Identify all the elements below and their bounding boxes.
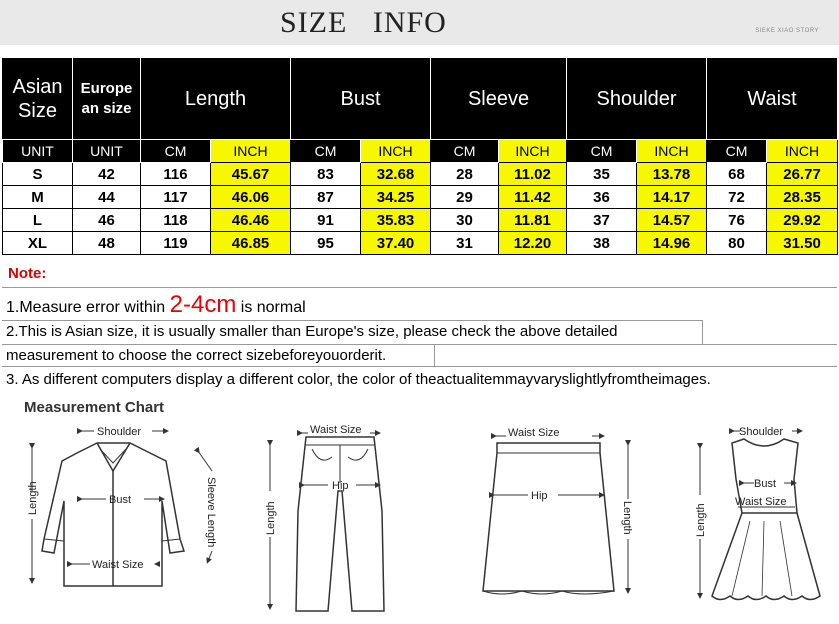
value-cell: 29 [431,186,499,209]
unit-cell: CM [291,140,361,163]
table-row [3,232,838,255]
unit-cell: UNIT [73,140,141,163]
unit-cell: INCH [499,140,567,163]
dress-shoulder-label: Shoulder [739,426,784,438]
value-cell: 95 [291,232,361,255]
value-cell: 30 [431,209,499,232]
value-cell: 118 [141,209,211,232]
value-cell: 32.68 [361,163,431,186]
value-cell: 38 [567,232,637,255]
note-1 [6,291,306,319]
value-cell: 34.25 [361,186,431,209]
value-cell: 28 [431,163,499,186]
size-cell: S [3,163,73,186]
unit-cell: CM [431,140,499,163]
divider [702,320,703,344]
note-2-continued: measurement to choose the correct sizebeforeyouorderit. [6,347,387,364]
value-cell: 68 [707,163,767,186]
value-cell: 37.40 [361,232,431,255]
unit-cell: INCH [767,140,838,163]
shirt-sleeve-label: Sleeve Length [205,477,217,548]
header-shoulder: Shoulder [567,59,707,140]
chart-title: Measurement Chart [24,399,165,416]
table-row [3,186,838,209]
note-1-highlight: 2-4cm [169,291,237,318]
header-europe-size: Europe an size [73,59,141,140]
note-1-prefix: 1.Measure error within [6,299,170,316]
dress-waist-label: Waist Size [735,496,787,508]
value-cell: 12.20 [499,232,567,255]
value-cell: 29.92 [767,209,838,232]
value-cell: 37 [567,209,637,232]
note-2: 2.This is Asian size, it is usually smaller than Europe's size, please check the above detailed [6,323,618,340]
shirt-shoulder-label: Shoulder [97,426,142,438]
value-cell: 80 [707,232,767,255]
value-cell: 11.02 [499,163,567,186]
unit-cell: CM [141,140,211,163]
value-cell: 35.83 [361,209,431,232]
garment-diagrams [2,391,837,624]
header-bust: Bust [291,59,431,140]
banner-title: SIZE INFO [280,6,447,39]
value-cell: 11.81 [499,209,567,232]
divider [2,344,837,345]
shirt-bust-label: Bust [109,494,132,506]
value-cell: 13.78 [637,163,707,186]
unit-cell: CM [567,140,637,163]
unit-cell: CM [707,140,767,163]
value-cell: 91 [291,209,361,232]
header-length: Length [141,59,291,140]
measurement-chart [2,391,837,624]
value-cell: 14.96 [637,232,707,255]
value-cell: 35 [567,163,637,186]
pants-length-label: Length [265,501,277,535]
unit-cell: UNIT [3,140,73,163]
value-cell: 36 [567,186,637,209]
value-cell: 11.42 [499,186,567,209]
value-cell: 46.46 [211,209,291,232]
header-waist: Waist [707,59,838,140]
divider [434,344,435,366]
value-cell: 72 [707,186,767,209]
note-3: 3. As different computers display a different color, the color of theactualitemmayvaryslightlyfromtheimages. [6,371,711,388]
unit-cell: INCH [637,140,707,163]
divider [2,366,837,367]
skirt-diagram [483,443,614,594]
size-cell: XL [3,232,73,255]
pants-hip-label: Hip [332,480,349,492]
shirt-length-label: Length [27,481,39,515]
value-cell: 83 [291,163,361,186]
size-cell: 48 [73,232,141,255]
note-title: Note: [8,265,47,282]
value-cell: 117 [141,186,211,209]
unit-cell: INCH [211,140,291,163]
value-cell: 28.35 [767,186,838,209]
value-cell: 14.17 [637,186,707,209]
note-1-suffix: is normal [236,299,306,316]
unit-row [3,140,838,163]
value-cell: 46.06 [211,186,291,209]
value-cell: 76 [707,209,767,232]
divider [2,320,702,321]
dress-bust-label: Bust [754,478,777,490]
size-table [2,58,838,255]
size-cell: 44 [73,186,141,209]
size-cell: L [3,209,73,232]
divider [2,287,837,288]
table-row [3,209,838,232]
table-row [3,163,838,186]
size-cell: M [3,186,73,209]
value-cell: 31.50 [767,232,838,255]
value-cell: 14.57 [637,209,707,232]
pants-diagram [296,437,384,611]
header-asian-size: Asian Size [3,59,73,140]
dress-length-label: Length [695,503,707,537]
unit-cell: INCH [361,140,431,163]
skirt-waist-label: Waist Size [508,427,560,439]
header-sleeve: Sleeve [431,59,567,140]
store-watermark: SIEKE XIAO STORY [755,28,819,34]
value-cell: 26.77 [767,163,838,186]
value-cell: 45.67 [211,163,291,186]
header-row [3,59,838,140]
value-cell: 116 [141,163,211,186]
skirt-length-label: Length [621,501,633,535]
pants-waist-label: Waist Size [310,424,362,436]
value-cell: 31 [431,232,499,255]
title-banner [0,0,839,45]
value-cell: 119 [141,232,211,255]
value-cell: 46.85 [211,232,291,255]
shirt-waist-label: Waist Size [92,559,144,571]
size-cell: 46 [73,209,141,232]
value-cell: 87 [291,186,361,209]
skirt-hip-label: Hip [531,490,548,502]
dress-diagram [712,439,820,600]
size-cell: 42 [73,163,141,186]
